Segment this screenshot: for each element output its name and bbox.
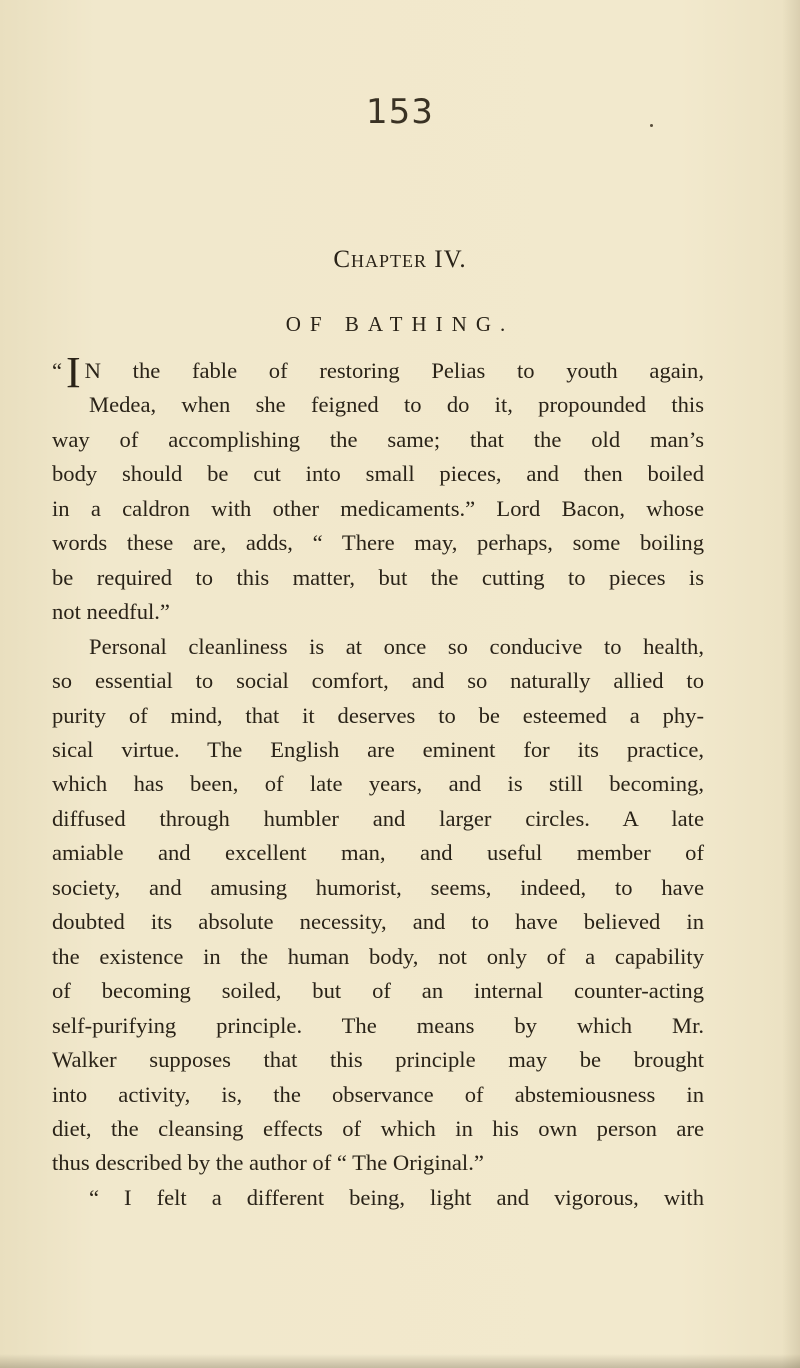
text-line-content: be required to this matter, but the cutting to pieces is xyxy=(52,564,704,590)
text-line-content: diet, the cleansing effects of which in his own person are xyxy=(52,1115,704,1141)
text-line xyxy=(52,871,704,905)
text-line xyxy=(52,630,704,664)
text-line xyxy=(52,802,704,836)
text-line xyxy=(52,561,704,595)
text-line xyxy=(52,595,704,629)
drop-cap: I xyxy=(66,348,81,397)
opening-quote: “ xyxy=(52,358,63,383)
text-line xyxy=(52,664,704,698)
text-line xyxy=(52,905,704,939)
text-line-content: self-purifying principle. The means by which Mr. xyxy=(52,1012,704,1038)
text-line xyxy=(52,457,704,491)
text-line xyxy=(52,526,704,560)
text-line xyxy=(52,1146,704,1180)
text-line xyxy=(52,699,704,733)
text-line-content: not needful.” xyxy=(52,599,170,625)
text-line-content: in a caldron with other medicaments.” Lord Bacon, whose xyxy=(52,495,704,521)
text-line xyxy=(52,1078,704,1112)
text-line-content: society, and amusing humorist, seems, indeed, to have xyxy=(52,874,704,900)
text-line-content: so essential to social comfort, and so naturally allied to xyxy=(52,668,704,694)
text-line-content: sical virtue. The English are eminent for its practice, xyxy=(52,736,704,762)
section-heading: OF BATHING. xyxy=(285,312,515,336)
text-line-content: into activity, is, the observance of abstemiousness in xyxy=(52,1081,704,1107)
text-line xyxy=(52,767,704,801)
page-edge-shadow xyxy=(782,0,800,1368)
text-line xyxy=(52,1181,704,1215)
text-line-content: which has been, of late years, and is still becoming, xyxy=(52,771,704,797)
text-line-content: amiable and excellent man, and useful member of xyxy=(52,840,704,866)
text-line-content: words these are, adds, “ There may, perhaps, some boiling xyxy=(52,530,704,556)
chapter-heading: Chapter IV. xyxy=(333,246,467,273)
text-line-content: of becoming soiled, but of an internal counter-acting xyxy=(52,978,704,1004)
text-line-content: doubted its absolute necessity, and to have believed in xyxy=(52,909,704,935)
text-line xyxy=(52,423,704,457)
text-line-content: body should be cut into small pieces, and then boiled xyxy=(52,461,704,487)
text-line xyxy=(52,836,704,870)
text-line-rest: N the fable of restoring Pelias to youth again, xyxy=(84,358,704,383)
text-line-content: purity of mind, that it deserves to be esteemed a phy- xyxy=(52,702,704,728)
text-line-content: Medea, when she feigned to do it, propounded this xyxy=(89,392,704,418)
text-line xyxy=(52,1043,704,1077)
text-line-content: diffused through humbler and larger circles. A late xyxy=(52,805,704,831)
text-line-content: Personal cleanliness is at once so conducive to health, xyxy=(89,633,704,659)
body-text xyxy=(52,348,704,1215)
text-line-content: the existence in the human body, not only of a capability xyxy=(52,943,704,969)
text-line xyxy=(52,1009,704,1043)
text-line xyxy=(52,940,704,974)
ink-speck xyxy=(650,124,653,127)
text-line-content: Walker supposes that this principle may be brought xyxy=(52,1047,704,1073)
text-line xyxy=(52,733,704,767)
text-line xyxy=(52,388,704,422)
text-line xyxy=(52,1112,704,1146)
opening-fragment xyxy=(52,348,85,397)
page-bottom-shadow xyxy=(0,1354,800,1368)
text-line xyxy=(52,348,704,397)
text-line-content: thus described by the author of “ The Original.” xyxy=(52,1150,484,1176)
text-line-content: “ I felt a different being, light and vigorous, with xyxy=(89,1184,704,1210)
text-line xyxy=(52,974,704,1008)
text-line-content: way of accomplishing the same; that the old man’s xyxy=(52,426,704,452)
page-number: 153 xyxy=(366,92,434,132)
text-line xyxy=(52,492,704,526)
